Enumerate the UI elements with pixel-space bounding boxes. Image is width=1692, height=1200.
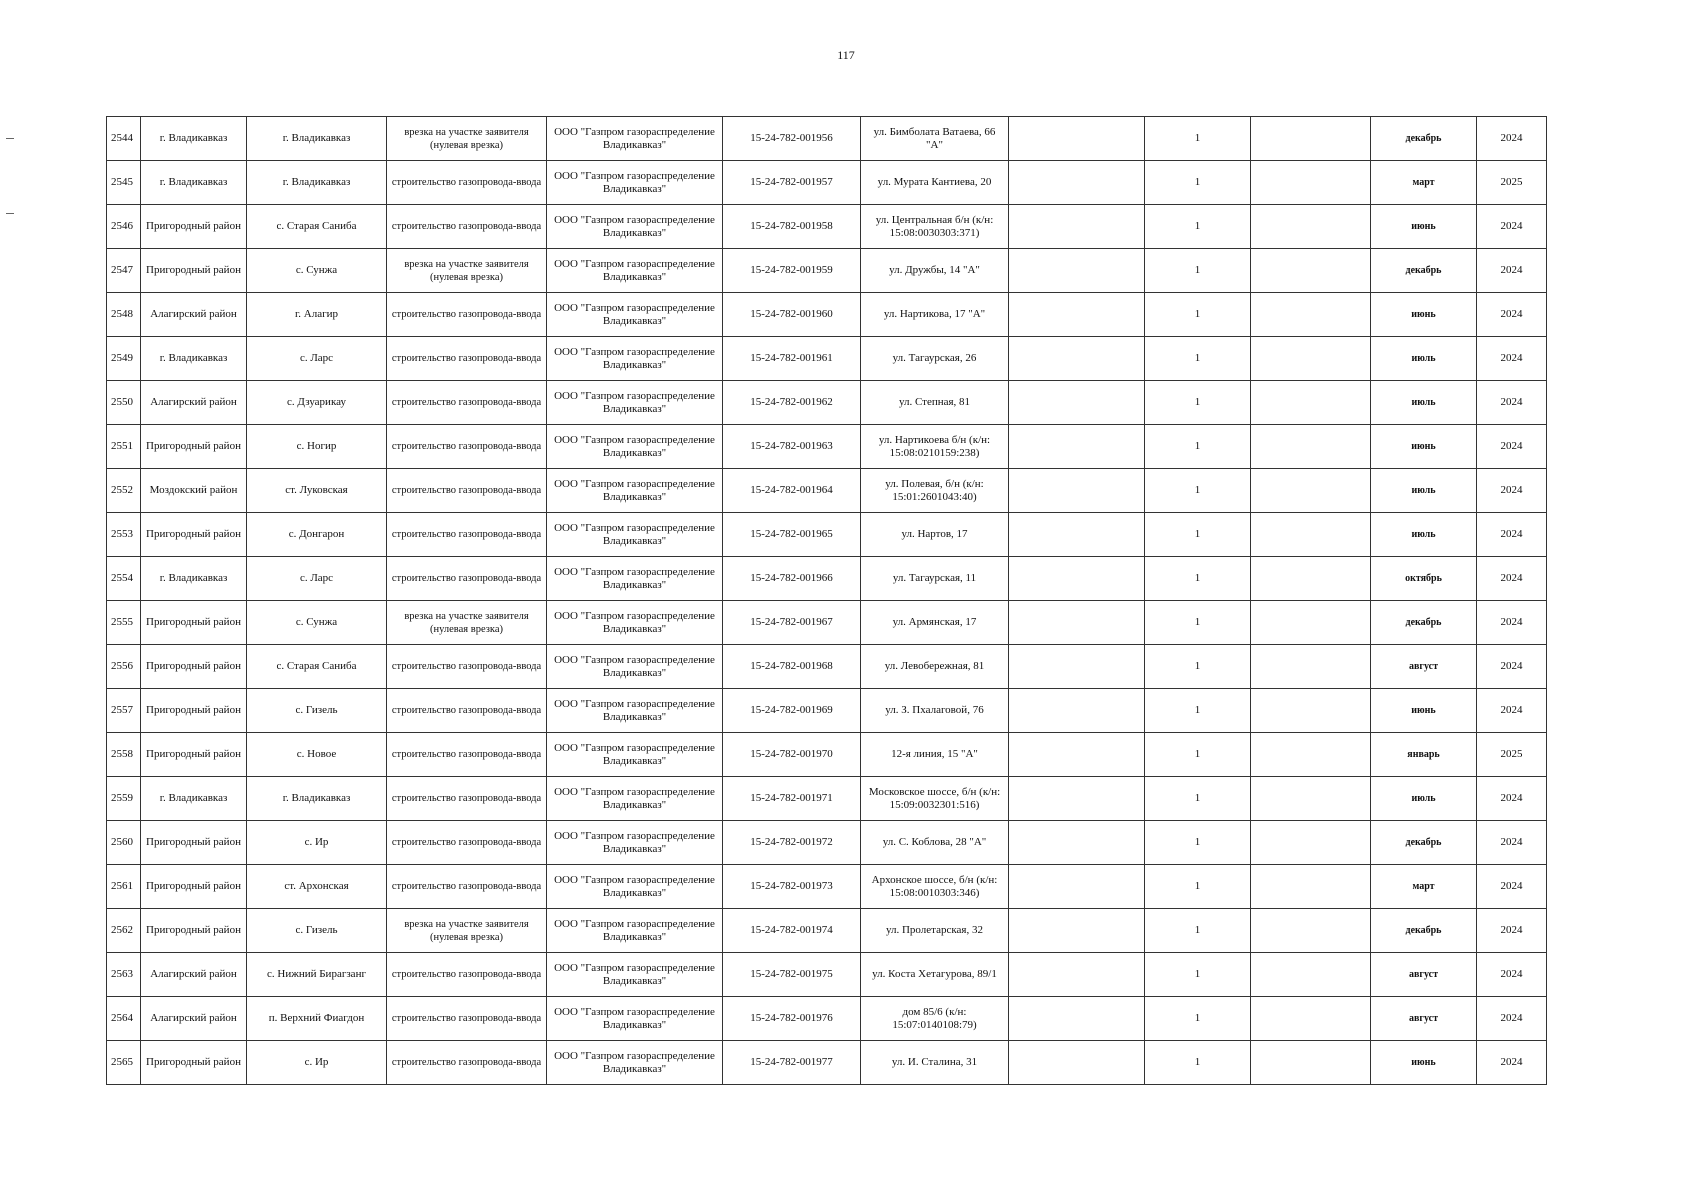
work-type-cell: строительство газопровода-ввода [387, 381, 547, 425]
empty-cell [1251, 161, 1371, 205]
address-cell: ул. Бимболата Ватаева, 66 "А" [861, 117, 1009, 161]
year-cell: 2024 [1477, 117, 1547, 161]
row-number: 2550 [107, 381, 141, 425]
application-code-cell: 15-24-782-001956 [723, 117, 861, 161]
locality-cell: г. Владикавказ [247, 161, 387, 205]
address-cell: ул. Нартикоева б/н (к/н: 15:08:0210159:238) [861, 425, 1009, 469]
empty-cell [1009, 205, 1145, 249]
address-cell: ул. Тагаурская, 11 [861, 557, 1009, 601]
year-cell: 2024 [1477, 689, 1547, 733]
organization-cell: ООО "Газпром газораспределение Владикавказ" [547, 645, 723, 689]
table-row [107, 557, 1547, 601]
table-row [107, 205, 1547, 249]
table-row [107, 777, 1547, 821]
district-cell: Алагирский район [141, 381, 247, 425]
year-cell: 2024 [1477, 557, 1547, 601]
row-number: 2552 [107, 469, 141, 513]
work-type-cell: строительство газопровода-ввода [387, 689, 547, 733]
quantity-cell: 1 [1145, 601, 1251, 645]
month-cell: июль [1371, 513, 1477, 557]
work-type-cell: врезка на участке заявителя (нулевая врезка) [387, 601, 547, 645]
organization-cell: ООО "Газпром газораспределение Владикавказ" [547, 953, 723, 997]
quantity-cell: 1 [1145, 821, 1251, 865]
locality-cell: ст. Луковская [247, 469, 387, 513]
year-cell: 2024 [1477, 249, 1547, 293]
quantity-cell: 1 [1145, 1041, 1251, 1085]
quantity-cell: 1 [1145, 909, 1251, 953]
work-type-cell: врезка на участке заявителя (нулевая врезка) [387, 117, 547, 161]
organization-cell: ООО "Газпром газораспределение Владикавказ" [547, 777, 723, 821]
empty-cell [1251, 1041, 1371, 1085]
work-type-cell: строительство газопровода-ввода [387, 337, 547, 381]
quantity-cell: 1 [1145, 381, 1251, 425]
organization-cell: ООО "Газпром газораспределение Владикавказ" [547, 689, 723, 733]
district-cell: Пригородный район [141, 513, 247, 557]
month-cell: декабрь [1371, 601, 1477, 645]
district-cell: Пригородный район [141, 865, 247, 909]
application-code-cell: 15-24-782-001960 [723, 293, 861, 337]
work-type-cell: строительство газопровода-ввода [387, 1041, 547, 1085]
month-cell: декабрь [1371, 117, 1477, 161]
page-number: 117 [837, 48, 855, 62]
organization-cell: ООО "Газпром газораспределение Владикавказ" [547, 601, 723, 645]
district-cell: Пригородный район [141, 909, 247, 953]
work-type-cell: строительство газопровода-ввода [387, 953, 547, 997]
row-number: 2562 [107, 909, 141, 953]
address-cell: 12-я линия, 15 "А" [861, 733, 1009, 777]
year-cell: 2025 [1477, 733, 1547, 777]
year-cell: 2024 [1477, 205, 1547, 249]
work-type-cell: строительство газопровода-ввода [387, 645, 547, 689]
year-cell: 2024 [1477, 997, 1547, 1041]
year-cell: 2024 [1477, 645, 1547, 689]
locality-cell: с. Старая Саниба [247, 205, 387, 249]
address-cell: Московское шоссе, б/н (к/н: 15:09:0032301:516) [861, 777, 1009, 821]
quantity-cell: 1 [1145, 425, 1251, 469]
table-row [107, 425, 1547, 469]
work-type-cell: врезка на участке заявителя (нулевая врезка) [387, 249, 547, 293]
row-number: 2545 [107, 161, 141, 205]
locality-cell: с. Новое [247, 733, 387, 777]
application-code-cell: 15-24-782-001976 [723, 997, 861, 1041]
organization-cell: ООО "Газпром газораспределение Владикавказ" [547, 205, 723, 249]
district-cell: Алагирский район [141, 997, 247, 1041]
work-type-cell: строительство газопровода-ввода [387, 821, 547, 865]
row-number: 2554 [107, 557, 141, 601]
row-number: 2555 [107, 601, 141, 645]
empty-cell [1251, 513, 1371, 557]
quantity-cell: 1 [1145, 953, 1251, 997]
district-cell: г. Владикавказ [141, 777, 247, 821]
application-code-cell: 15-24-782-001959 [723, 249, 861, 293]
district-cell: г. Владикавказ [141, 337, 247, 381]
address-cell: ул. Дружбы, 14 "А" [861, 249, 1009, 293]
month-cell: декабрь [1371, 909, 1477, 953]
empty-cell [1251, 733, 1371, 777]
locality-cell: г. Владикавказ [247, 117, 387, 161]
organization-cell: ООО "Газпром газораспределение Владикавказ" [547, 997, 723, 1041]
application-code-cell: 15-24-782-001975 [723, 953, 861, 997]
application-code-cell: 15-24-782-001973 [723, 865, 861, 909]
month-cell: июнь [1371, 425, 1477, 469]
empty-cell [1251, 205, 1371, 249]
year-cell: 2024 [1477, 1041, 1547, 1085]
empty-cell [1251, 425, 1371, 469]
empty-cell [1009, 953, 1145, 997]
address-cell: ул. Полевая, б/н (к/н: 15:01:2601043:40) [861, 469, 1009, 513]
district-cell: Пригородный район [141, 645, 247, 689]
table-row [107, 909, 1547, 953]
table-row [107, 733, 1547, 777]
table-row [107, 821, 1547, 865]
address-cell: ул. Нартов, 17 [861, 513, 1009, 557]
district-cell: Алагирский район [141, 953, 247, 997]
address-cell: ул. И. Сталина, 31 [861, 1041, 1009, 1085]
row-number: 2551 [107, 425, 141, 469]
month-cell: июль [1371, 381, 1477, 425]
application-code-cell: 15-24-782-001961 [723, 337, 861, 381]
empty-cell [1251, 337, 1371, 381]
application-code-cell: 15-24-782-001974 [723, 909, 861, 953]
application-code-cell: 15-24-782-001977 [723, 1041, 861, 1085]
quantity-cell: 1 [1145, 337, 1251, 381]
empty-cell [1251, 821, 1371, 865]
locality-cell: с. Сунжа [247, 601, 387, 645]
district-cell: г. Владикавказ [141, 161, 247, 205]
empty-cell [1009, 513, 1145, 557]
organization-cell: ООО "Газпром газораспределение Владикавказ" [547, 557, 723, 601]
year-cell: 2024 [1477, 865, 1547, 909]
application-code-cell: 15-24-782-001957 [723, 161, 861, 205]
organization-cell: ООО "Газпром газораспределение Владикавказ" [547, 733, 723, 777]
row-number: 2560 [107, 821, 141, 865]
empty-cell [1009, 425, 1145, 469]
month-cell: август [1371, 997, 1477, 1041]
address-cell: ул. Тагаурская, 26 [861, 337, 1009, 381]
organization-cell: ООО "Газпром газораспределение Владикавказ" [547, 513, 723, 557]
year-cell: 2024 [1477, 821, 1547, 865]
district-cell: г. Владикавказ [141, 557, 247, 601]
table-row [107, 513, 1547, 557]
table-row [107, 689, 1547, 733]
quantity-cell: 1 [1145, 469, 1251, 513]
work-type-cell: строительство газопровода-ввода [387, 777, 547, 821]
application-code-cell: 15-24-782-001967 [723, 601, 861, 645]
work-type-cell: строительство газопровода-ввода [387, 513, 547, 557]
year-cell: 2024 [1477, 337, 1547, 381]
organization-cell: ООО "Газпром газораспределение Владикавказ" [547, 865, 723, 909]
empty-cell [1009, 645, 1145, 689]
district-cell: Пригородный район [141, 733, 247, 777]
table-row [107, 953, 1547, 997]
empty-cell [1009, 601, 1145, 645]
locality-cell: с. Дзуарикау [247, 381, 387, 425]
organization-cell: ООО "Газпром газораспределение Владикавказ" [547, 821, 723, 865]
application-code-cell: 15-24-782-001969 [723, 689, 861, 733]
empty-cell [1009, 117, 1145, 161]
work-type-cell: строительство газопровода-ввода [387, 205, 547, 249]
empty-cell [1009, 557, 1145, 601]
row-number: 2546 [107, 205, 141, 249]
empty-cell [1251, 689, 1371, 733]
month-cell: август [1371, 953, 1477, 997]
locality-cell: с. Ларс [247, 337, 387, 381]
table-row [107, 381, 1547, 425]
year-cell: 2024 [1477, 381, 1547, 425]
locality-cell: с. Ир [247, 1041, 387, 1085]
address-cell: ул. З. Пхалаговой, 76 [861, 689, 1009, 733]
table-row [107, 997, 1547, 1041]
empty-cell [1009, 337, 1145, 381]
application-code-cell: 15-24-782-001962 [723, 381, 861, 425]
organization-cell: ООО "Газпром газораспределение Владикавказ" [547, 117, 723, 161]
table-row [107, 469, 1547, 513]
month-cell: март [1371, 865, 1477, 909]
year-cell: 2025 [1477, 161, 1547, 205]
work-type-cell: строительство газопровода-ввода [387, 469, 547, 513]
organization-cell: ООО "Газпром газораспределение Владикавказ" [547, 381, 723, 425]
address-cell: дом 85/6 (к/н: 15:07:0140108:79) [861, 997, 1009, 1041]
row-number: 2557 [107, 689, 141, 733]
work-type-cell: врезка на участке заявителя (нулевая врезка) [387, 909, 547, 953]
empty-cell [1251, 117, 1371, 161]
address-cell: ул. Левобережная, 81 [861, 645, 1009, 689]
row-number: 2547 [107, 249, 141, 293]
empty-cell [1009, 733, 1145, 777]
year-cell: 2024 [1477, 513, 1547, 557]
row-number: 2544 [107, 117, 141, 161]
quantity-cell: 1 [1145, 865, 1251, 909]
district-cell: Пригородный район [141, 689, 247, 733]
application-code-cell: 15-24-782-001968 [723, 645, 861, 689]
application-code-cell: 15-24-782-001958 [723, 205, 861, 249]
month-cell: июнь [1371, 689, 1477, 733]
address-cell: ул. Центральная б/н (к/н: 15:08:0030303:371) [861, 205, 1009, 249]
year-cell: 2024 [1477, 909, 1547, 953]
district-cell: Пригородный район [141, 601, 247, 645]
year-cell: 2024 [1477, 777, 1547, 821]
empty-cell [1251, 645, 1371, 689]
locality-cell: с. Донгарон [247, 513, 387, 557]
empty-cell [1251, 469, 1371, 513]
table-row [107, 117, 1547, 161]
table-body [107, 117, 1547, 1085]
table-row [107, 337, 1547, 381]
table-row [107, 161, 1547, 205]
application-code-cell: 15-24-782-001970 [723, 733, 861, 777]
empty-cell [1251, 909, 1371, 953]
locality-cell: с. Сунжа [247, 249, 387, 293]
empty-cell [1009, 909, 1145, 953]
empty-cell [1251, 777, 1371, 821]
work-type-cell: строительство газопровода-ввода [387, 733, 547, 777]
quantity-cell: 1 [1145, 293, 1251, 337]
row-number: 2563 [107, 953, 141, 997]
month-cell: декабрь [1371, 821, 1477, 865]
locality-cell: г. Владикавказ [247, 777, 387, 821]
month-cell: август [1371, 645, 1477, 689]
year-cell: 2024 [1477, 469, 1547, 513]
empty-cell [1251, 381, 1371, 425]
locality-cell: с. Гизель [247, 689, 387, 733]
row-number: 2556 [107, 645, 141, 689]
address-cell: ул. Мурата Кантиева, 20 [861, 161, 1009, 205]
district-cell: Пригородный район [141, 1041, 247, 1085]
application-code-cell: 15-24-782-001972 [723, 821, 861, 865]
quantity-cell: 1 [1145, 205, 1251, 249]
locality-cell: с. Нижний Бирагзанг [247, 953, 387, 997]
work-type-cell: строительство газопровода-ввода [387, 161, 547, 205]
application-code-cell: 15-24-782-001966 [723, 557, 861, 601]
empty-cell [1251, 953, 1371, 997]
quantity-cell: 1 [1145, 513, 1251, 557]
empty-cell [1251, 249, 1371, 293]
district-cell: Пригородный район [141, 249, 247, 293]
empty-cell [1009, 249, 1145, 293]
address-cell: ул. С. Коблова, 28 "А" [861, 821, 1009, 865]
quantity-cell: 1 [1145, 733, 1251, 777]
row-number: 2558 [107, 733, 141, 777]
table-row [107, 249, 1547, 293]
application-code-cell: 15-24-782-001971 [723, 777, 861, 821]
month-cell: октябрь [1371, 557, 1477, 601]
month-cell: март [1371, 161, 1477, 205]
empty-cell [1009, 865, 1145, 909]
empty-cell [1251, 293, 1371, 337]
empty-cell [1009, 381, 1145, 425]
table-row [107, 865, 1547, 909]
empty-cell [1009, 997, 1145, 1041]
application-code-cell: 15-24-782-001965 [723, 513, 861, 557]
work-type-cell: строительство газопровода-ввода [387, 557, 547, 601]
margin-mark [6, 138, 14, 139]
application-code-cell: 15-24-782-001963 [723, 425, 861, 469]
organization-cell: ООО "Газпром газораспределение Владикавказ" [547, 469, 723, 513]
year-cell: 2024 [1477, 601, 1547, 645]
quantity-cell: 1 [1145, 117, 1251, 161]
month-cell: июнь [1371, 1041, 1477, 1085]
district-cell: Пригородный район [141, 205, 247, 249]
address-cell: ул. Пролетарская, 32 [861, 909, 1009, 953]
table-row [107, 1041, 1547, 1085]
district-cell: Пригородный район [141, 821, 247, 865]
table-row [107, 601, 1547, 645]
row-number: 2548 [107, 293, 141, 337]
work-type-cell: строительство газопровода-ввода [387, 865, 547, 909]
row-number: 2561 [107, 865, 141, 909]
locality-cell: г. Алагир [247, 293, 387, 337]
empty-cell [1251, 865, 1371, 909]
empty-cell [1009, 689, 1145, 733]
year-cell: 2024 [1477, 293, 1547, 337]
row-number: 2559 [107, 777, 141, 821]
empty-cell [1251, 557, 1371, 601]
organization-cell: ООО "Газпром газораспределение Владикавказ" [547, 425, 723, 469]
empty-cell [1251, 601, 1371, 645]
year-cell: 2024 [1477, 425, 1547, 469]
address-cell: ул. Нартикова, 17 "А" [861, 293, 1009, 337]
empty-cell [1009, 469, 1145, 513]
row-number: 2565 [107, 1041, 141, 1085]
month-cell: декабрь [1371, 249, 1477, 293]
organization-cell: ООО "Газпром газораспределение Владикавказ" [547, 293, 723, 337]
quantity-cell: 1 [1145, 645, 1251, 689]
locality-cell: п. Верхний Фиагдон [247, 997, 387, 1041]
gas-connection-table [106, 116, 1547, 1085]
margin-mark [6, 213, 14, 214]
month-cell: январь [1371, 733, 1477, 777]
address-cell: ул. Степная, 81 [861, 381, 1009, 425]
empty-cell [1009, 821, 1145, 865]
work-type-cell: строительство газопровода-ввода [387, 293, 547, 337]
locality-cell: с. Ларс [247, 557, 387, 601]
table-row [107, 293, 1547, 337]
row-number: 2553 [107, 513, 141, 557]
quantity-cell: 1 [1145, 777, 1251, 821]
work-type-cell: строительство газопровода-ввода [387, 425, 547, 469]
empty-cell [1009, 161, 1145, 205]
row-number: 2549 [107, 337, 141, 381]
application-code-cell: 15-24-782-001964 [723, 469, 861, 513]
month-cell: июнь [1371, 205, 1477, 249]
district-cell: Моздокский район [141, 469, 247, 513]
empty-cell [1251, 997, 1371, 1041]
month-cell: июль [1371, 777, 1477, 821]
address-cell: ул. Армянская, 17 [861, 601, 1009, 645]
work-type-cell: строительство газопровода-ввода [387, 997, 547, 1041]
year-cell: 2024 [1477, 953, 1547, 997]
quantity-cell: 1 [1145, 997, 1251, 1041]
address-cell: Архонское шоссе, б/н (к/н: 15:08:0010303:346) [861, 865, 1009, 909]
organization-cell: ООО "Газпром газораспределение Владикавказ" [547, 161, 723, 205]
locality-cell: с. Гизель [247, 909, 387, 953]
empty-cell [1009, 777, 1145, 821]
address-cell: ул. Коста Хетагурова, 89/1 [861, 953, 1009, 997]
locality-cell: с. Ногир [247, 425, 387, 469]
empty-cell [1009, 293, 1145, 337]
quantity-cell: 1 [1145, 689, 1251, 733]
organization-cell: ООО "Газпром газораспределение Владикавказ" [547, 337, 723, 381]
locality-cell: с. Ир [247, 821, 387, 865]
quantity-cell: 1 [1145, 557, 1251, 601]
district-cell: Пригородный район [141, 425, 247, 469]
quantity-cell: 1 [1145, 249, 1251, 293]
empty-cell [1009, 1041, 1145, 1085]
table-row [107, 645, 1547, 689]
month-cell: июнь [1371, 293, 1477, 337]
quantity-cell: 1 [1145, 161, 1251, 205]
row-number: 2564 [107, 997, 141, 1041]
locality-cell: ст. Архонская [247, 865, 387, 909]
month-cell: июль [1371, 469, 1477, 513]
organization-cell: ООО "Газпром газораспределение Владикавказ" [547, 249, 723, 293]
organization-cell: ООО "Газпром газораспределение Владикавказ" [547, 909, 723, 953]
month-cell: июль [1371, 337, 1477, 381]
district-cell: Алагирский район [141, 293, 247, 337]
organization-cell: ООО "Газпром газораспределение Владикавказ" [547, 1041, 723, 1085]
locality-cell: с. Старая Саниба [247, 645, 387, 689]
district-cell: г. Владикавказ [141, 117, 247, 161]
